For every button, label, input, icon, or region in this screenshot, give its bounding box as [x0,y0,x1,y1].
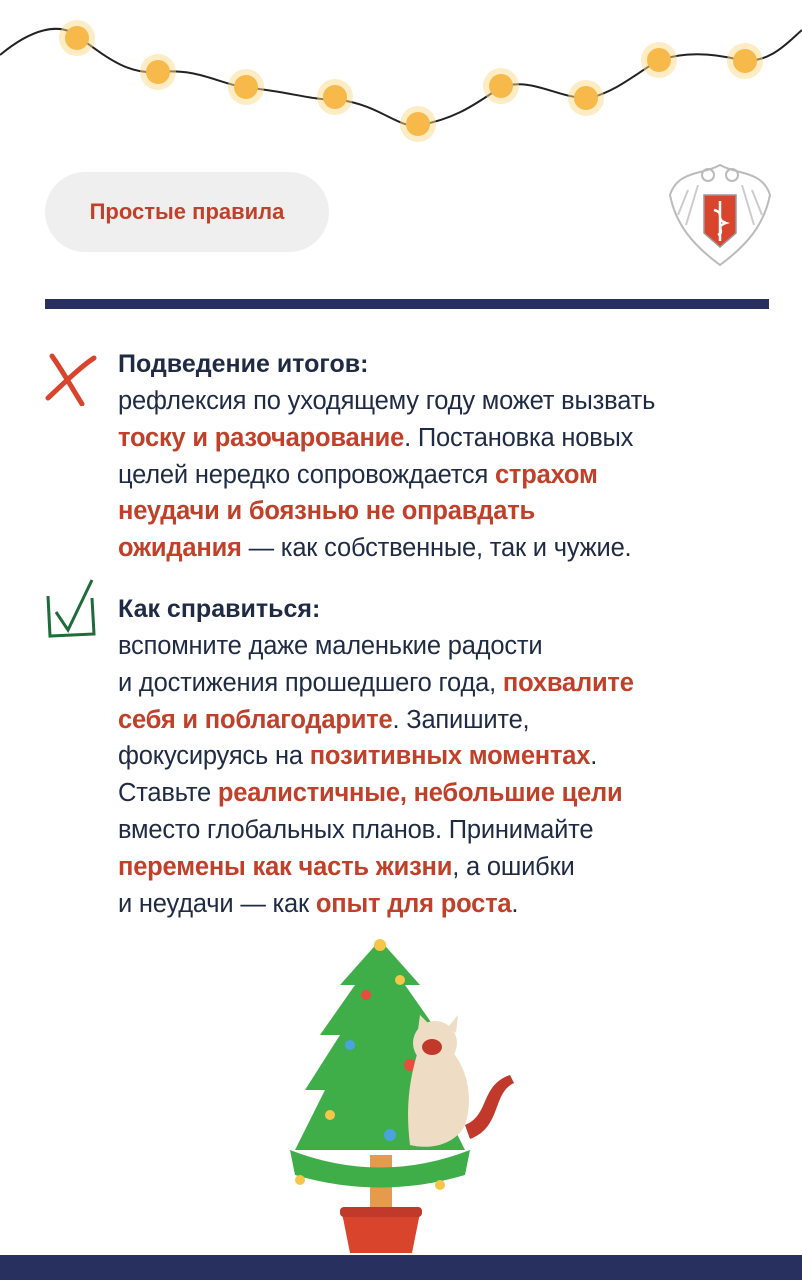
section-summary [118,346,655,567]
highlighted-text: страхом [494,460,598,489]
footer-bar [0,1255,802,1280]
category-badge [45,172,329,252]
body-text-line [118,493,655,530]
highlighted-text: себя и поблагодарите [118,705,393,734]
body-text-line [118,383,655,420]
body-text: целей нередко сопровождается [118,460,495,489]
body-text-line [118,775,634,812]
section-heading: Как справиться: [118,595,321,623]
body-text-line [118,420,655,457]
body-text: и достижения прошедшего года, [118,668,503,697]
body-text: вспомните даже маленькие радости [118,632,543,660]
body-text-line [118,886,634,923]
body-text: фокусируясь на [118,742,310,771]
highlighted-text: тоску и разочарование [118,423,405,452]
body-text: . [590,742,598,771]
body-text-line [118,812,634,849]
body-text-line [118,702,634,739]
body-text-line [118,665,634,702]
body-text: , а ошибки [452,852,575,881]
christmas-tree-cat-illustration [270,935,530,1255]
body-text-line [118,628,634,665]
checkbox-icon [44,578,100,640]
cross-icon [44,350,98,406]
body-text: . [624,534,632,563]
body-text: рефлексия по уходящему году может вызвать [118,387,656,415]
highlighted-text: неудачи и боязнью не оправдать [118,497,535,526]
section-divider [45,299,769,309]
body-text: . Запишите, [392,705,530,734]
body-text-line [118,738,634,775]
body-text: и неудачи — как [118,889,316,918]
highlighted-text: позитивных моментах [309,742,591,771]
body-text-line [118,457,655,494]
body-text: . Постановка новых [404,423,634,452]
highlighted-text: реалистичные, небольшие цели [217,779,623,808]
garland-lights [0,0,802,150]
ministry-emblem-logo [668,155,772,269]
section-coping [118,591,634,922]
highlighted-text: опыт для роста [315,889,512,918]
highlighted-text: перемены как часть жизни [118,852,453,881]
category-badge-label: Простые правила [89,199,285,224]
section-heading: Подведение итогов: [118,350,369,378]
highlighted-text: ожидания [118,534,242,563]
highlighted-text: похвалите [502,668,634,697]
body-text: . [511,889,519,918]
bulbs [59,20,763,142]
body-text: — как собственные, так и чужие [241,534,625,563]
body-text: Ставьте [118,779,218,808]
body-text: вместо глобальных планов. Принимайте [118,815,594,844]
body-text-line [118,530,655,567]
body-text-line [118,849,634,886]
